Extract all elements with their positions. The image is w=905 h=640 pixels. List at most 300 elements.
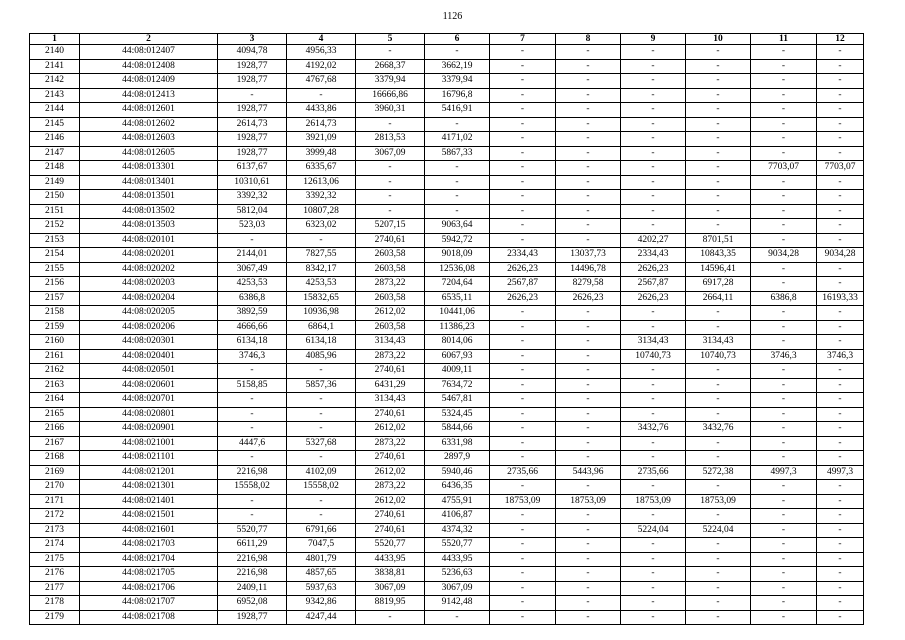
table-cell: 1928,77 [218,103,287,118]
table-cell: - [556,596,621,611]
table-cell: - [356,610,425,625]
table-cell: 2174 [30,538,80,553]
table-cell: 5158,85 [218,378,287,393]
table-cell: - [490,349,556,364]
table-row [30,175,864,190]
table-cell: 44:08:013502 [80,204,218,219]
table-cell: 4433,95 [425,552,490,567]
table-cell: - [751,436,817,451]
table-cell: - [556,436,621,451]
table-cell: 2740,61 [356,451,425,466]
table-cell: 44:08:012602 [80,117,218,132]
table-cell: - [490,320,556,335]
table-cell: - [621,552,686,567]
table-cell: - [686,320,751,335]
table-cell: 4192,02 [287,59,356,74]
table-cell: - [817,494,864,509]
table-cell: - [686,103,751,118]
table-cell: - [556,451,621,466]
table-cell: 4997,3 [751,465,817,480]
table-cell: 4106,87 [425,509,490,524]
table-row [30,204,864,219]
table-row [30,364,864,379]
table-cell: 1928,77 [218,59,287,74]
table-cell: - [287,451,356,466]
table-cell: - [817,509,864,524]
table-cell: - [817,88,864,103]
table-cell: - [817,306,864,321]
table-cell: - [287,88,356,103]
table-cell: 44:08:012408 [80,59,218,74]
table-cell: - [817,523,864,538]
table-cell: 523,03 [218,219,287,234]
table-cell: - [556,320,621,335]
table-cell: 3067,09 [425,581,490,596]
table-cell: - [490,422,556,437]
table-cell: 9063,64 [425,219,490,234]
table-cell: - [817,393,864,408]
table-cell: 4755,91 [425,494,490,509]
table-cell: 44:08:012601 [80,103,218,118]
table-cell: - [287,364,356,379]
table-cell: 44:08:020601 [80,378,218,393]
table-cell: - [621,364,686,379]
table-cell: 2177 [30,581,80,596]
table-row [30,132,864,147]
table-cell: - [490,451,556,466]
table-cell: 2168 [30,451,80,466]
table-cell: 44:08:021601 [80,523,218,538]
table-row [30,277,864,292]
table-cell: 3432,76 [621,422,686,437]
table-cell: 44:08:020205 [80,306,218,321]
column-header: 1 [30,34,80,45]
table-cell: 5416,91 [425,103,490,118]
table-cell: 2612,02 [356,422,425,437]
page-number: 1126 [442,11,463,22]
table-cell: 2567,87 [621,277,686,292]
data-table [29,33,864,625]
table-cell: 2567,87 [490,277,556,292]
table-cell: - [686,436,751,451]
table-cell: 10740,73 [621,349,686,364]
table-cell: - [751,407,817,422]
table-cell: - [686,596,751,611]
table-cell: 2176 [30,567,80,582]
table-cell: - [425,610,490,625]
table-cell: 44:08:021301 [80,480,218,495]
table-cell: - [686,378,751,393]
table-row [30,320,864,335]
table-cell: 2167 [30,436,80,451]
table-cell: - [686,88,751,103]
table-cell: - [817,132,864,147]
table-cell: 5942,72 [425,233,490,248]
table-row [30,378,864,393]
table-cell: - [356,117,425,132]
table-cell: 4085,96 [287,349,356,364]
column-header: 5 [356,34,425,45]
table-cell: - [218,509,287,524]
column-header: 4 [287,34,356,45]
table-cell: 44:08:021703 [80,538,218,553]
table-row [30,552,864,567]
table-cell: - [490,538,556,553]
table-cell: - [751,552,817,567]
table-cell: 2147 [30,146,80,161]
table-cell: 5937,63 [287,581,356,596]
table-cell: 9142,48 [425,596,490,611]
table-cell: - [817,581,864,596]
table-row [30,146,864,161]
table-cell: - [817,190,864,205]
table-cell: - [751,320,817,335]
table-cell: 3134,43 [621,335,686,350]
table-cell: 2216,98 [218,465,287,480]
table-cell: - [621,407,686,422]
table-row [30,596,864,611]
table-row [30,262,864,277]
table-cell: - [490,190,556,205]
table-cell: - [490,596,556,611]
table-cell: 3838,81 [356,567,425,582]
table-cell: - [817,364,864,379]
table-cell: 3746,3 [751,349,817,364]
table-cell: 7047,5 [287,538,356,553]
table-cell: 7204,64 [425,277,490,292]
table-cell: 3921,09 [287,132,356,147]
table-cell: 3960,31 [356,103,425,118]
table-cell: - [218,393,287,408]
table-cell: - [751,364,817,379]
table-cell: - [751,45,817,60]
table-cell: 2166 [30,422,80,437]
table-cell: 44:08:021705 [80,567,218,582]
table-cell: 2409,11 [218,581,287,596]
table-cell: - [751,88,817,103]
table-cell: 3379,94 [425,74,490,89]
table-cell: - [556,204,621,219]
table-cell: 2612,02 [356,494,425,509]
table-cell: 2740,61 [356,233,425,248]
table-cell: 6067,93 [425,349,490,364]
table-row [30,494,864,509]
table-cell: - [751,378,817,393]
table-cell: 44:08:021201 [80,465,218,480]
table-cell: - [817,175,864,190]
table-cell: - [686,552,751,567]
column-header: 9 [621,34,686,45]
table-cell: 2664,11 [686,291,751,306]
table-row [30,88,864,103]
table-cell: - [621,378,686,393]
table-cell: 3662,19 [425,59,490,74]
table-cell: 2216,98 [218,567,287,582]
table-cell: 2150 [30,190,80,205]
table-cell: 2603,58 [356,248,425,263]
table-cell: - [556,335,621,350]
table-cell: - [556,74,621,89]
table-cell: - [621,610,686,625]
table-cell: - [621,74,686,89]
table-cell: 44:08:021706 [80,581,218,596]
table-cell: 10310,61 [218,175,287,190]
table-cell: 6134,18 [287,335,356,350]
table-cell: - [686,393,751,408]
table-cell: 6431,29 [356,378,425,393]
table-cell: - [621,596,686,611]
table-cell: 18753,09 [621,494,686,509]
table-cell: 6952,08 [218,596,287,611]
table-cell: 44:08:013501 [80,190,218,205]
table-cell: - [817,596,864,611]
table-row [30,219,864,234]
table-cell: - [425,117,490,132]
table-row [30,422,864,437]
table-cell: 6386,8 [218,291,287,306]
table-cell: - [490,306,556,321]
table-cell: - [621,436,686,451]
table-cell: - [490,45,556,60]
table-cell: 44:08:013401 [80,175,218,190]
table-cell: 2175 [30,552,80,567]
table-cell: 5520,77 [356,538,425,553]
table-cell: - [751,204,817,219]
table-cell: - [556,610,621,625]
table-cell: - [751,146,817,161]
table-cell: - [751,509,817,524]
table-cell: - [425,161,490,176]
table-cell: 2334,43 [621,248,686,263]
table-cell: 12536,08 [425,262,490,277]
table-cell: 44:08:021501 [80,509,218,524]
table-cell: - [817,552,864,567]
table-cell: 6137,67 [218,161,287,176]
table-cell: 3067,09 [356,146,425,161]
table-cell: 7703,07 [817,161,864,176]
table-cell: - [817,74,864,89]
table-cell: - [686,175,751,190]
table-cell: - [287,422,356,437]
table-cell: - [356,161,425,176]
table-cell: - [356,190,425,205]
table-cell: 16666,86 [356,88,425,103]
table-cell: - [490,581,556,596]
table-cell: 2873,22 [356,436,425,451]
table-cell: 9034,28 [817,248,864,263]
table-cell: - [490,610,556,625]
table-cell: 3746,3 [817,349,864,364]
table-cell: 2612,02 [356,306,425,321]
table-cell: 44:08:020801 [80,407,218,422]
table-row [30,45,864,60]
table-cell: 4801,79 [287,552,356,567]
table-cell: 4202,27 [621,233,686,248]
table-row [30,393,864,408]
table-cell: - [490,567,556,582]
table-cell: 2873,22 [356,349,425,364]
table-cell: 44:08:013301 [80,161,218,176]
column-header: 7 [490,34,556,45]
table-cell: - [817,277,864,292]
table-cell: 44:08:012603 [80,132,218,147]
table-cell: - [218,407,287,422]
table-cell: - [686,74,751,89]
table-cell: 6864,1 [287,320,356,335]
table-cell: - [621,219,686,234]
table-cell: - [817,59,864,74]
table-cell: - [751,306,817,321]
table-cell: 5324,45 [425,407,490,422]
table-cell: - [556,175,621,190]
table-cell: - [621,567,686,582]
table-cell: - [751,422,817,437]
table-cell: - [751,523,817,538]
table-cell: 2171 [30,494,80,509]
table-cell: 2154 [30,248,80,263]
table-cell: 5857,36 [287,378,356,393]
table-cell: 4433,95 [356,552,425,567]
table-cell: - [356,175,425,190]
header-row [30,34,864,45]
table-cell: 44:08:012409 [80,74,218,89]
table-cell: - [751,451,817,466]
table-cell: 3746,3 [218,349,287,364]
table-cell: 10843,35 [686,248,751,263]
table-row [30,581,864,596]
table-cell: 7827,55 [287,248,356,263]
table-cell: - [490,480,556,495]
table-cell: - [218,494,287,509]
table-cell: - [490,523,556,538]
table-cell: 10807,28 [287,204,356,219]
table-cell: 44:08:012605 [80,146,218,161]
table-cell: 44:08:021001 [80,436,218,451]
table-cell: 44:08:021708 [80,610,218,625]
table-cell: - [751,175,817,190]
table-cell: 2148 [30,161,80,176]
table-cell: - [751,190,817,205]
table-cell: 18753,09 [556,494,621,509]
table-cell: - [817,233,864,248]
table-cell: - [686,117,751,132]
table-cell: 4997,3 [817,465,864,480]
table-row [30,349,864,364]
table-cell: 5224,04 [686,523,751,538]
table-cell: - [556,190,621,205]
table-cell: 7634,72 [425,378,490,393]
table-cell: 5940,46 [425,465,490,480]
table-cell: 9034,28 [751,248,817,263]
table-cell: 3392,32 [287,190,356,205]
table-cell: 2169 [30,465,80,480]
table-cell: 13037,73 [556,248,621,263]
table-cell: 10441,06 [425,306,490,321]
table-cell: - [556,581,621,596]
table-row [30,465,864,480]
table-cell: - [556,422,621,437]
table-cell: 2626,23 [621,262,686,277]
table-cell: 6323,02 [287,219,356,234]
table-cell: 2626,23 [556,291,621,306]
table-cell: 44:08:020701 [80,393,218,408]
table-cell: 3432,76 [686,422,751,437]
table-cell: 4433,86 [287,103,356,118]
table-row [30,117,864,132]
table-cell: - [556,117,621,132]
table-cell: 4102,09 [287,465,356,480]
table-cell: - [621,538,686,553]
table-cell: 4666,66 [218,320,287,335]
table-cell: 2813,53 [356,132,425,147]
table-cell: 1928,77 [218,74,287,89]
table-cell: 2740,61 [356,364,425,379]
table-cell: 12613,06 [287,175,356,190]
table-cell: 5520,77 [425,538,490,553]
table-cell: - [425,190,490,205]
table-cell: 44:08:020101 [80,233,218,248]
table-cell: - [686,480,751,495]
table-cell: 4857,65 [287,567,356,582]
table-cell: 8014,06 [425,335,490,350]
table-row [30,480,864,495]
table-cell: - [490,407,556,422]
table-cell: 2216,98 [218,552,287,567]
table-cell: - [817,335,864,350]
table-cell: - [817,103,864,118]
table-cell: 5520,77 [218,523,287,538]
table-cell: - [556,349,621,364]
table-cell: 2735,66 [621,465,686,480]
table-cell: 44:08:020201 [80,248,218,263]
table-cell: - [556,219,621,234]
table-cell: - [621,190,686,205]
table-cell: - [621,581,686,596]
table-cell: - [490,204,556,219]
table-cell: - [490,175,556,190]
column-header: 12 [817,34,864,45]
table-cell: - [817,219,864,234]
table-cell: 15558,02 [287,480,356,495]
table-cell: 2155 [30,262,80,277]
table-cell: - [356,204,425,219]
table-cell: - [817,480,864,495]
table-cell: 8342,17 [287,262,356,277]
table-cell: 16796,8 [425,88,490,103]
table-cell: 2163 [30,378,80,393]
table-cell: - [817,436,864,451]
table-cell: - [490,74,556,89]
table-cell: - [556,306,621,321]
table-cell: 2146 [30,132,80,147]
table-cell: 44:08:020202 [80,262,218,277]
table-cell: - [621,509,686,524]
table-row [30,567,864,582]
table-cell: - [425,204,490,219]
table-cell: - [686,306,751,321]
table-cell: - [621,480,686,495]
table-cell: 5867,33 [425,146,490,161]
table-cell: 4374,32 [425,523,490,538]
table-cell: - [621,146,686,161]
table-cell: - [490,509,556,524]
table-cell: - [817,204,864,219]
table-cell: - [490,161,556,176]
table-cell: 44:08:021707 [80,596,218,611]
table-cell: - [751,103,817,118]
table-cell: - [686,364,751,379]
table-cell: 44:08:021401 [80,494,218,509]
